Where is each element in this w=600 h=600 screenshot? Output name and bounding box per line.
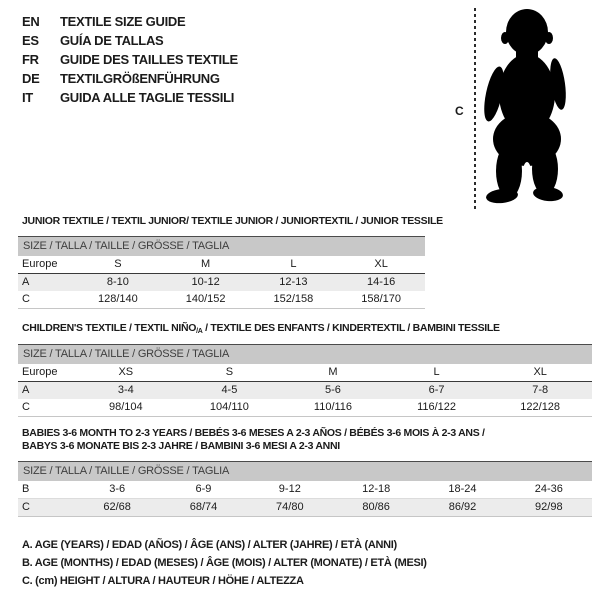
table-cell: 6-7 [428,384,445,396]
lang-label: GUIDE DES TAILLES TEXTILE [60,52,238,67]
row-label: A [22,276,30,288]
babies-title-line2: BABYS 3-6 MONATE BIS 2-3 JAHRE / BAMBINI 3-6 MESI A 2-3 ANNI [22,440,340,452]
lang-label: TEXTILGRÖßENFÜHRUNG [60,71,220,86]
babies-title-line1: BABIES 3-6 MONTH TO 2-3 YEARS / BEBÉS 3-6 MESES A 2-3 AÑOS / BÉBÉS 3-6 MOIS À 2-3 ANS / [22,427,485,439]
baby-silhouette-icon [482,8,574,204]
table-row-a [18,274,425,291]
table-row-a [18,382,592,399]
table-cell: 24-36 [534,483,563,495]
row-label: B [22,483,30,495]
junior-size-table [18,236,425,309]
column-header: Europe [22,258,58,270]
table-header-row [18,364,592,382]
table-cell: 158/170 [361,293,401,305]
table-cell: 128/140 [97,293,138,305]
column-header: L [433,366,440,378]
table-cell: 3-4 [117,384,134,396]
table-row-c [18,499,592,516]
table-cell: 152/158 [273,293,314,305]
legend-line-c: C. (cm) HEIGHT / ALTURA / HAUTEUR / HÖHE / ALTEZZA [22,575,304,587]
column-header: S [114,258,122,270]
table-cell: 62/68 [103,501,131,513]
children-size-table [18,344,592,417]
table-cell: 80/86 [362,501,390,513]
table-cell: 14-16 [367,276,396,288]
table-cell: 4-5 [221,384,238,396]
column-header: M [328,366,338,378]
lang-row-de [22,69,238,88]
row-label: A [22,384,30,396]
lang-row-en [22,12,238,31]
table-header-row [18,256,425,274]
lang-code: IT [22,90,33,105]
row-label: C [22,401,30,413]
column-header: Europe [22,366,58,378]
title-text: CHILDREN'S TEXTILE / TEXTIL NIÑO [22,322,197,334]
table-cell: 6-9 [195,483,212,495]
height-c-label: C [455,104,464,118]
table-cell: 9-12 [278,483,301,495]
size-header-bar: SIZE / TALLA / TAILLE / GRÖSSE / TAGLIA [18,237,425,256]
babies-section-title [22,427,485,453]
title-text: / TEXTILE DES ENFANTS / KINDERTEXTIL / BAMBINI TESSILE [202,322,500,334]
table-cell: 12-18 [362,483,391,495]
table-cell: 12-13 [279,276,308,288]
table-cell: 86/92 [448,501,477,513]
babies-size-table [18,461,592,517]
legend-line-b: B. AGE (MONTHS) / EDAD (MESES) / ÂGE (MOIS) / ALTER (MONATE) / ETÀ (MESI) [22,557,427,569]
lang-label: GUÍA DE TALLAS [60,33,164,48]
table-row-b [18,481,592,499]
column-header: XL [374,258,388,270]
lang-row-fr [22,50,238,69]
lang-row-it [22,88,238,107]
table-cell: 74/80 [276,501,304,513]
column-header: S [225,366,234,378]
lang-label: TEXTILE SIZE GUIDE [60,14,186,29]
title-subscript: /A [196,328,203,335]
lang-code: DE [22,71,40,86]
column-header: L [290,258,297,270]
legend [22,536,427,590]
column-header: XL [533,366,547,378]
table-cell: 8-10 [106,276,129,288]
height-dotted-line [474,8,476,210]
table-cell: 5-6 [325,384,341,396]
table-row-c [18,291,425,308]
table-cell: 10-12 [191,276,220,288]
lang-label: GUIDA ALLE TAGLIE TESSILI [60,90,235,105]
column-header: M [201,258,211,270]
lang-row-es [22,31,238,50]
table-cell: 104/110 [209,401,249,413]
legend-line-a: A. AGE (YEARS) / EDAD (AÑOS) / ÂGE (ANS) / ALTER (JAHRE) / ETÀ (ANNI) [22,539,397,551]
row-label: C [22,293,30,305]
table-cell: 116/122 [417,401,457,413]
table-cell: 68/74 [189,501,218,513]
table-cell: 140/152 [185,293,226,305]
lang-code: FR [22,52,39,67]
row-label: C [22,501,30,513]
children-section-title [22,322,500,338]
table-cell: 122/128 [520,401,561,413]
lang-code: ES [22,33,39,48]
table-cell: 110/116 [313,401,353,413]
table-cell: 92/98 [535,501,563,513]
table-cell: 98/104 [108,401,143,413]
table-row-c [18,399,592,416]
table-cell: 18-24 [448,483,477,495]
lang-code: EN [22,14,40,29]
size-header-bar: SIZE / TALLA / TAILLE / GRÖSSE / TAGLIA [18,345,592,364]
column-header: XS [118,366,134,378]
size-header-bar: SIZE / TALLA / TAILLE / GRÖSSE / TAGLIA [18,462,592,481]
table-cell: 3-6 [109,483,126,495]
language-title-list [22,12,238,107]
junior-section-title: JUNIOR TEXTILE / TEXTIL JUNIOR/ TEXTILE JUNIOR / JUNIORTEXTIL / JUNIOR TESSILE [22,215,443,227]
table-cell: 7-8 [532,384,549,396]
